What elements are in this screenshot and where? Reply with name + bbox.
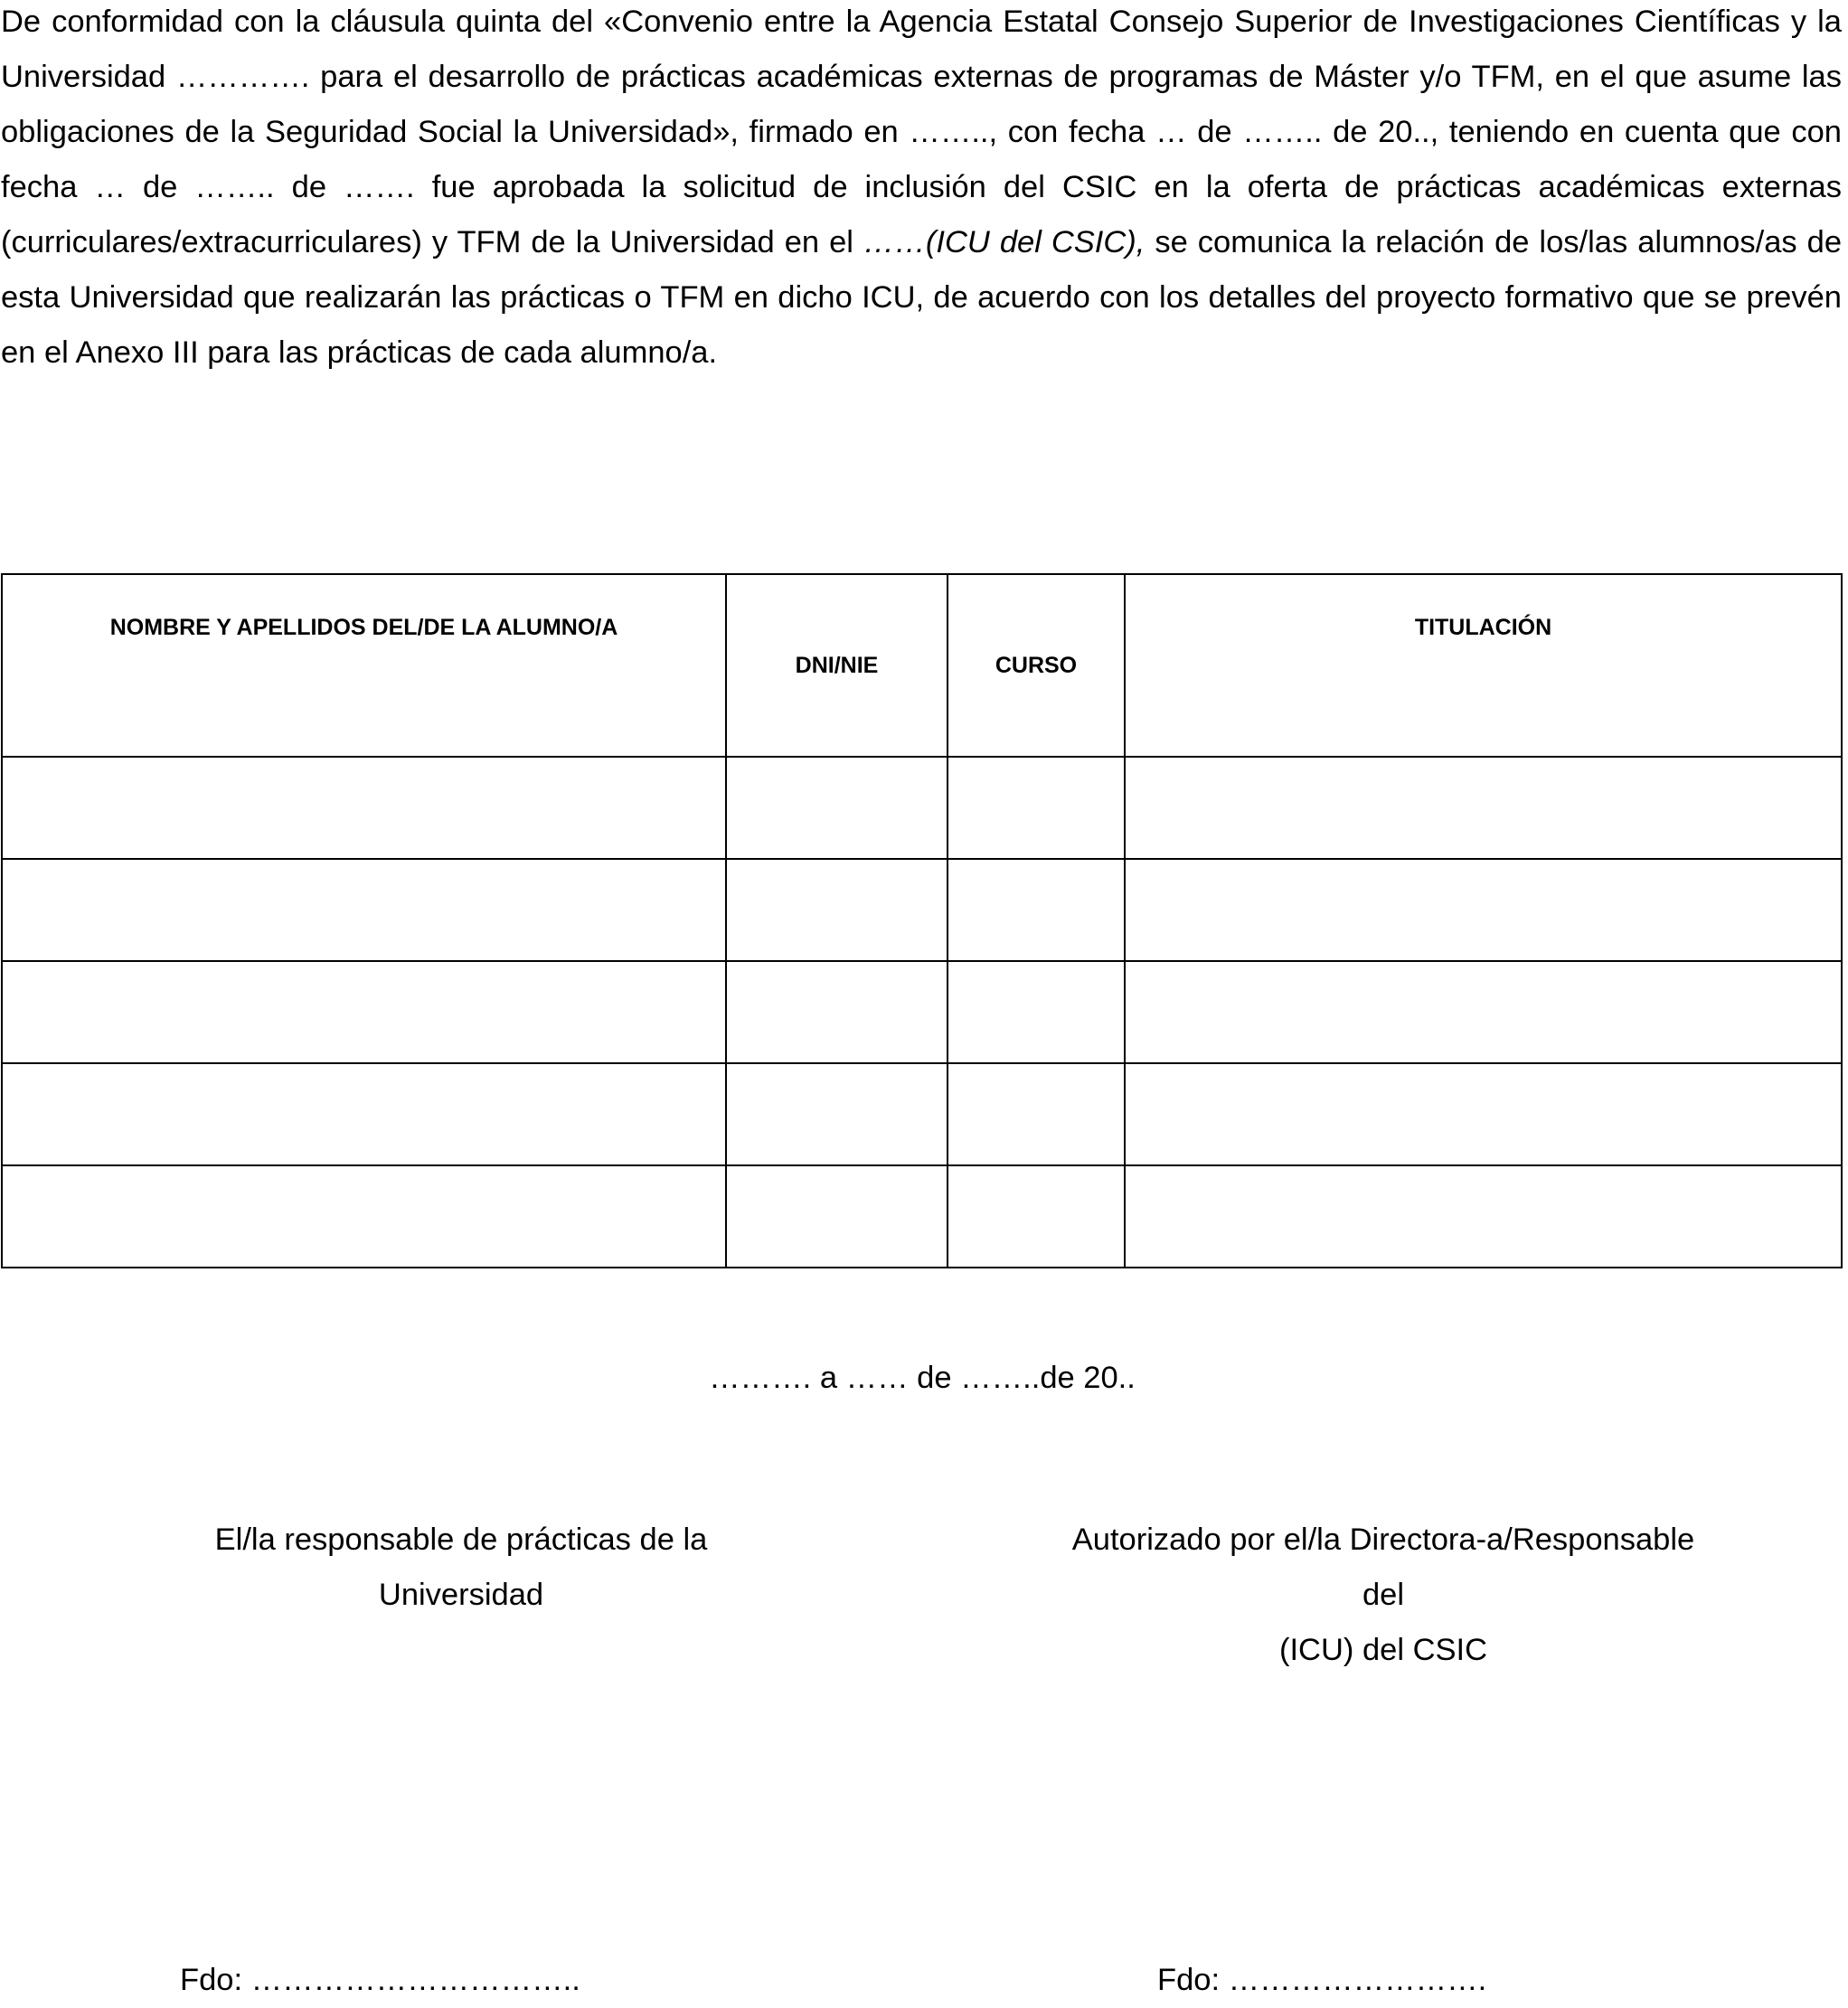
cell[interactable] <box>1125 1063 1842 1165</box>
table-row <box>2 1063 1842 1165</box>
right-signature-title-3: (ICU) del CSIC <box>1278 1633 1488 1667</box>
cell[interactable] <box>2 1165 726 1268</box>
table-row <box>2 859 1842 961</box>
cell[interactable] <box>1125 1165 1842 1268</box>
cell[interactable] <box>948 1165 1125 1268</box>
cell[interactable] <box>1125 961 1842 1063</box>
cell[interactable] <box>726 1063 948 1165</box>
right-signature-block <box>958 1513 1808 1678</box>
cell[interactable] <box>726 757 948 859</box>
header-name <box>2 574 726 757</box>
cell[interactable] <box>948 757 1125 859</box>
header-curso: CURSO <box>948 574 1125 757</box>
left-signature-line: Fdo: ………………………….. <box>180 1963 580 1997</box>
cell[interactable] <box>726 961 948 1063</box>
table-row <box>2 961 1842 1063</box>
table-row <box>2 1165 1842 1268</box>
cell[interactable] <box>2 757 726 859</box>
left-signature-block <box>99 1513 823 1623</box>
cell[interactable] <box>948 859 1125 961</box>
table-row <box>2 757 1842 859</box>
left-signature-title: El/la responsable de prácticas de la <box>214 1522 708 1557</box>
left-signature-title-2: Universidad <box>378 1578 544 1612</box>
paragraph-text-end: se comunica la relación de los/las alumnos/as de esta Universidad que realizarán las prácticas o TFM en dicho ICU, de acuerdo con los detalles del proyecto formativo que se prevén en el Anexo III para las prácticas de cada alumno/a. <box>1 225 1843 370</box>
intro-paragraph <box>1 0 1842 381</box>
header-dni: DNI/NIE <box>726 574 948 757</box>
cell[interactable] <box>2 859 726 961</box>
cell[interactable] <box>2 961 726 1063</box>
right-signature-title-2: del <box>1362 1578 1405 1612</box>
paragraph-text: De conformidad con la cláusula quinta del «Convenio entre la Agencia Estatal Consejo Superior de Investigaciones Científicas y la Universidad …………. para el desarrollo de prácticas académicas externas de programas de Máster y/o TFM, en el que asume las obligaciones de la Seguridad Social la Universidad», firmado en …….., con fecha … de …….. de 20.., teniendo en cuenta que con fecha … de …….. de ……. fue aprobada la solicitud de inclusión del CSIC en la oferta de prácticas académicas externas (curriculares/extracurriculares) y TFM de la Universidad en el <box>1 5 1842 259</box>
cell[interactable] <box>2 1063 726 1165</box>
cell[interactable] <box>726 1165 948 1268</box>
cell[interactable] <box>726 859 948 961</box>
header-titulacion: TITULACIÓN <box>1125 574 1842 757</box>
cell[interactable] <box>948 1063 1125 1165</box>
cell[interactable] <box>948 961 1125 1063</box>
cell[interactable] <box>1125 859 1842 961</box>
date-line: ………. a …… de ……..de 20.. <box>709 1361 1136 1395</box>
right-signature-line: Fdo: ……………………. <box>1157 1963 1487 1997</box>
students-table <box>1 573 1843 1268</box>
cell[interactable] <box>1125 757 1842 859</box>
table-header-row <box>2 574 1842 757</box>
icu-placeholder: ……(ICU del CSIC), <box>863 225 1146 259</box>
right-signature-title: Autorizado por el/la Directora-a/Responsable <box>1071 1522 1695 1557</box>
header-name-text: NOMBRE Y APELLIDOS DEL/DE LA ALUMNO/A <box>109 615 618 640</box>
